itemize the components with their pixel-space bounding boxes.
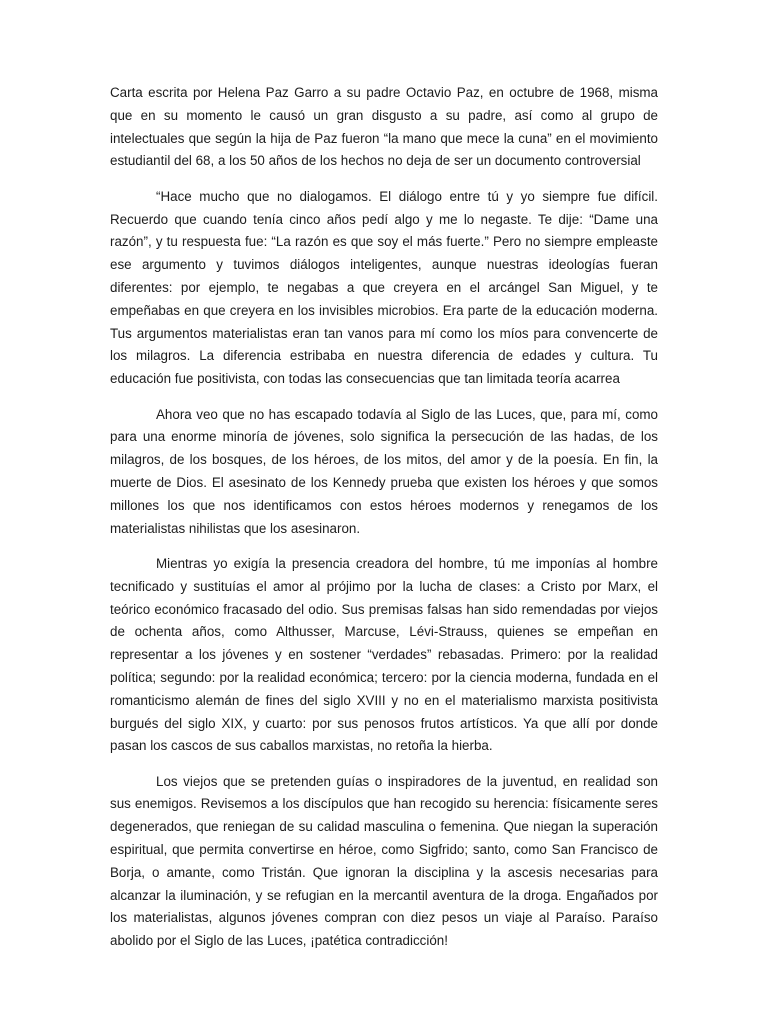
letter-paragraph: “Hace mucho que no dialogamos. El diálogo entre tú y yo siempre fue difícil. Recuerdo que cuando tenía cinco años pedí algo y me lo negaste. Te dije: “Dame una razón”, y tu respuesta fue: “La razón es que soy el más fuerte.” Pero no siempre empleaste ese argumento y tuvimos diálogos inteligentes, aunque nuestras ideologías fueran diferentes: por ejemplo, te negabas a que creyera en el arcángel San Miguel, y te empeñabas en que creyera en los invisibles microbios. Era parte de la educación moderna. Tus argumentos materialistas eran tan vanos para mí como los míos para convencerte de los milagros. La diferencia estribaba en nuestra diferencia de edades y cultura. Tu educación fue positivista, con todas las consecuencias que tan limitada teoría acarrea — [110, 188, 658, 387]
letter-paragraph: Los viejos que se pretenden guías o inspiradores de la juventud, en realidad son sus enemigos. Revisemos a los discípulos que han recogido su herencia: físicamente seres degenerados, que reniegan de su calidad masculina o femenina. Que niegan la superación espiritual, que permita convertirse en héroe, como Sigfrido; santo, como San Francisco de Borja, o amante, como Tristán. Que ignoran la disciplina y la ascesis necesarias para alcanzar la iluminación, y se refugian en la mercantil aventura de la droga. Engañados por los materialistas, algunos jóvenes compran con diez pesos un viaje al Paraíso. Paraíso abolido por el Siglo de las Luces, ¡patética contradicción! — [110, 773, 658, 949]
letter-paragraph: Ahora veo que no has escapado todavía al Siglo de las Luces, que, para mí, como para una enorme minoría de jóvenes, solo significa la persecución de las hadas, de los milagros, de los bosques, de los héroes, de los mitos, del amor y de la poesía. En fin, la muerte de Dios. El asesinato de los Kennedy prueba que existen los héroes y que somos millones los que nos identificamos con estos héroes modernos y renegamos de los materialistas nihilistas que los asesinaron. — [110, 406, 658, 536]
document-page — [110, 82, 658, 966]
letter-paragraph: Mientras yo exigía la presencia creadora del hombre, tú me imponías al hombre tecnificado y sustituías el amor al prójimo por la lucha de clases: a Cristo por Marx, el teórico económico fracasado del odio. Sus premisas falsas han sido remendadas por viejos de ochenta años, como Althusser, Marcuse, Lévi-Strauss, quienes se empeñan en representar a los jóvenes y en sostener “verdades” rebasadas. Primero: por la realidad política; segundo: por la realidad económica; tercero: por la ciencia moderna, fundada en el romanticismo alemán de fines del siglo XVIII y no en el materialismo marxista positivista burgués del siglo XIX, y cuarto: por sus penosos frutos artísticos. Ya que allí por donde pasan los cascos de sus caballos marxistas, no retoña la hierba. — [110, 555, 658, 754]
intro-paragraph: Carta escrita por Helena Paz Garro a su padre Octavio Paz, en octubre de 1968, misma que en su momento le causó un gran disgusto a su padre, así como al grupo de intelectuales que según la hija de Paz fueron “la mano que mece la cuna” en el movimiento estudiantil del 68, a los 50 años de los hechos no deja de ser un documento controversial — [110, 85, 658, 169]
